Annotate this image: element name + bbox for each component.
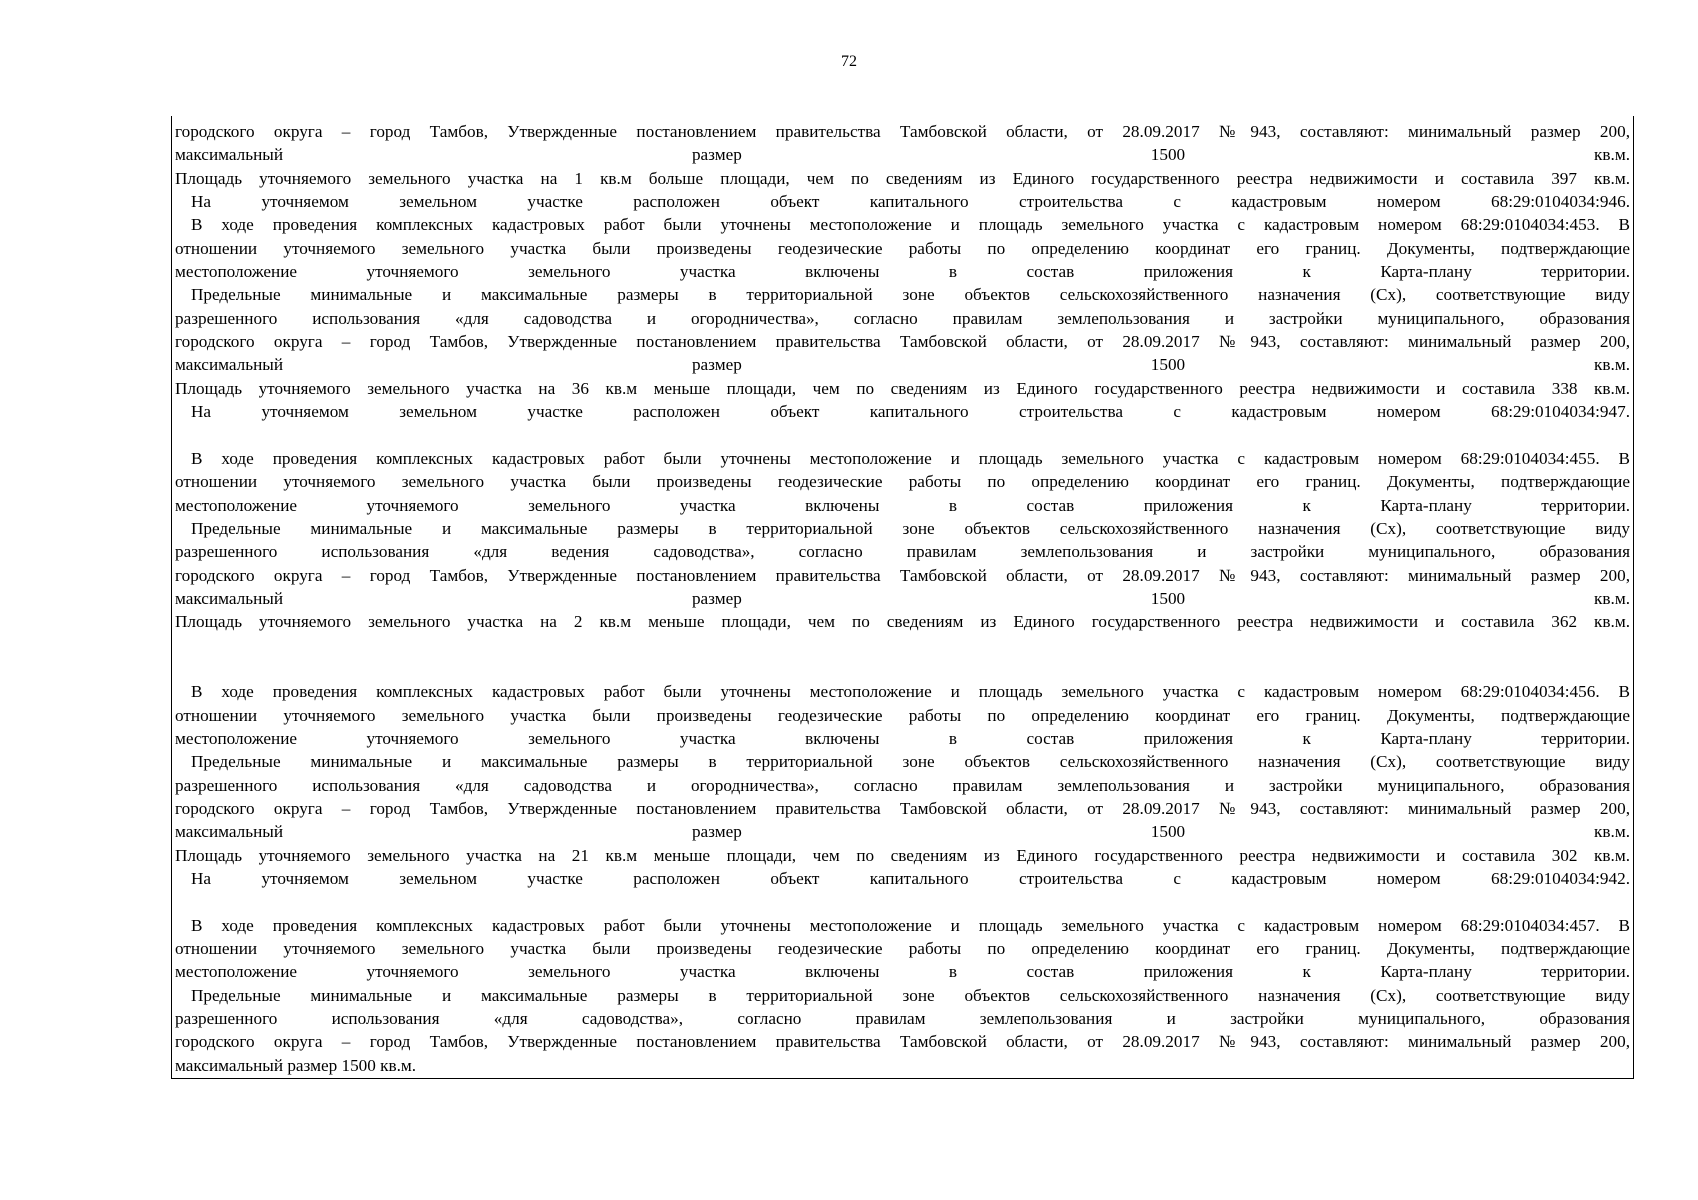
text-line: отношении уточняемого земельного участка были произведены геодезические работы по определению координат его границ. Документы, подтверждающие — [175, 472, 1630, 492]
text-line: Предельные минимальные и максимальные размеры в территориальной зоне объектов сельскохозяйственного назначения (Сх), соответствующие виду — [191, 752, 1630, 772]
text-line: городского округа – город Тамбов, Утвержденные постановлением правительства Тамбовской области, от 28.09.2017 №943, составляют: минимальный размер 200, — [175, 332, 1630, 352]
text-line: максимальный размер 1500 кв.м. — [175, 822, 1630, 842]
page-number: 72 — [841, 53, 857, 70]
text-line: максимальный размер 1500 кв.м. — [175, 145, 1630, 165]
text-line: На уточняемом земельном участке расположен объект капитального строительства с кадастровым номером 68:29:0104034:947. — [191, 402, 1630, 422]
text-line: Площадь уточняемого земельного участка на 36 кв.м меньше площади, чем по сведениям из Единого государственного реестра недвижимости и составила 338 кв.м. — [175, 378, 1630, 398]
text-line: городского округа – город Тамбов, Утвержденные постановлением правительства Тамбовской области, от 28.09.2017 №943, составляют: минимальный размер 200, — [175, 565, 1630, 585]
text-line: городского округа – город Тамбов, Утвержденные постановлением правительства Тамбовской области, от 28.09.2017 №943, составляют: минимальный размер 200, — [175, 798, 1630, 818]
blank-line — [175, 423, 1630, 446]
document-body — [172, 120, 1633, 1077]
text-line: городского округа – город Тамбов, Утвержденные постановлением правительства Тамбовской области, от 28.09.2017 №943, составляют: минимальный размер 200, — [175, 1032, 1630, 1052]
text-line: В ходе проведения комплексных кадастровых работ были уточнены местоположение и площадь земельного участка с кадастровым номером 68:29:0104034:457. В — [191, 915, 1630, 935]
text-line: В ходе проведения комплексных кадастровых работ были уточнены местоположение и площадь земельного участка с кадастровым номером 68:29:0104034:455. В — [191, 448, 1630, 468]
text-line: максимальный размер 1500 кв.м. — [175, 588, 1630, 608]
text-line: Предельные минимальные и максимальные размеры в территориальной зоне объектов сельскохозяйственного назначения (Сх), соответствующие виду — [191, 985, 1630, 1005]
text-line: отношении уточняемого земельного участка были произведены геодезические работы по определению координат его границ. Документы, подтверждающие — [175, 939, 1630, 959]
text-line: В ходе проведения комплексных кадастровых работ были уточнены местоположение и площадь земельного участка с кадастровым номером 68:29:0104034:453. В — [191, 215, 1630, 235]
text-line: На уточняемом земельном участке расположен объект капитального строительства с кадастровым номером 68:29:0104034:946. — [191, 192, 1630, 212]
text-line: разрешенного использования «для садоводства и огородничества», согласно правилам землепользования и застройки муниципального, образования — [175, 775, 1630, 795]
text-line: разрешенного использования «для ведения садоводства», согласно правилам землепользования и застройки муниципального, образования — [175, 542, 1630, 562]
text-line: В ходе проведения комплексных кадастровых работ были уточнены местоположение и площадь земельного участка с кадастровым номером 68:29:0104034:456. В — [191, 682, 1630, 702]
text-line: отношении уточняемого земельного участка были произведены геодезические работы по определению координат его границ. Документы, подтверждающие — [175, 705, 1630, 725]
blank-line — [175, 890, 1630, 913]
text-line: Площадь уточняемого земельного участка на 1 кв.м больше площади, чем по сведениям из Единого государственного реестра недвижимости и составила 397 кв.м. — [175, 168, 1630, 188]
text-line: Предельные минимальные и максимальные размеры в территориальной зоне объектов сельскохозяйственного назначения (Сх), соответствующие виду — [191, 518, 1630, 538]
text-line: отношении уточняемого земельного участка были произведены геодезические работы по определению координат его границ. Документы, подтверждающие — [175, 238, 1630, 258]
text-line: местоположение уточняемого земельного участка включены в состав приложения к Карта-плану территории. — [175, 728, 1630, 748]
text-line: городского округа – город Тамбов, Утвержденные постановлением правительства Тамбовской области, от 28.09.2017 №943, составляют: минимальный размер 200, — [175, 122, 1630, 141]
text-line: местоположение уточняемого земельного участка включены в состав приложения к Карта-плану территории. — [175, 262, 1630, 282]
blank-line — [175, 634, 1630, 657]
text-line: Площадь уточняемого земельного участка на 21 кв.м меньше площади, чем по сведениям из Единого государственного реестра недвижимости и составила 302 кв.м. — [175, 845, 1630, 865]
document-frame — [171, 116, 1634, 1079]
text-line: Предельные минимальные и максимальные размеры в территориальной зоне объектов сельскохозяйственного назначения (Сх), соответствующие виду — [191, 285, 1630, 305]
text-line: максимальный размер 1500 кв.м. — [175, 355, 1630, 375]
text-line: На уточняемом земельном участке расположен объект капитального строительства с кадастровым номером 68:29:0104034:942. — [191, 869, 1630, 888]
text-line: разрешенного использования «для садоводства и огородничества», согласно правилам землепользования и застройки муниципального, образования — [175, 308, 1630, 328]
text-line: Площадь уточняемого земельного участка на 2 кв.м меньше площади, чем по сведениям из Единого государственного реестра недвижимости и составила 362 кв.м. — [175, 612, 1630, 632]
text-line: максимальный размер 1500 кв.м. — [175, 1055, 417, 1075]
text-line: местоположение уточняемого земельного участка включены в состав приложения к Карта-плану территории. — [175, 495, 1630, 515]
text-line: разрешенного использования «для садоводства», согласно правилам землепользования и застройки муниципального, образования — [175, 1009, 1630, 1029]
blank-line — [175, 657, 1630, 680]
text-line: местоположение уточняемого земельного участка включены в состав приложения к Карта-плану территории. — [175, 962, 1630, 982]
